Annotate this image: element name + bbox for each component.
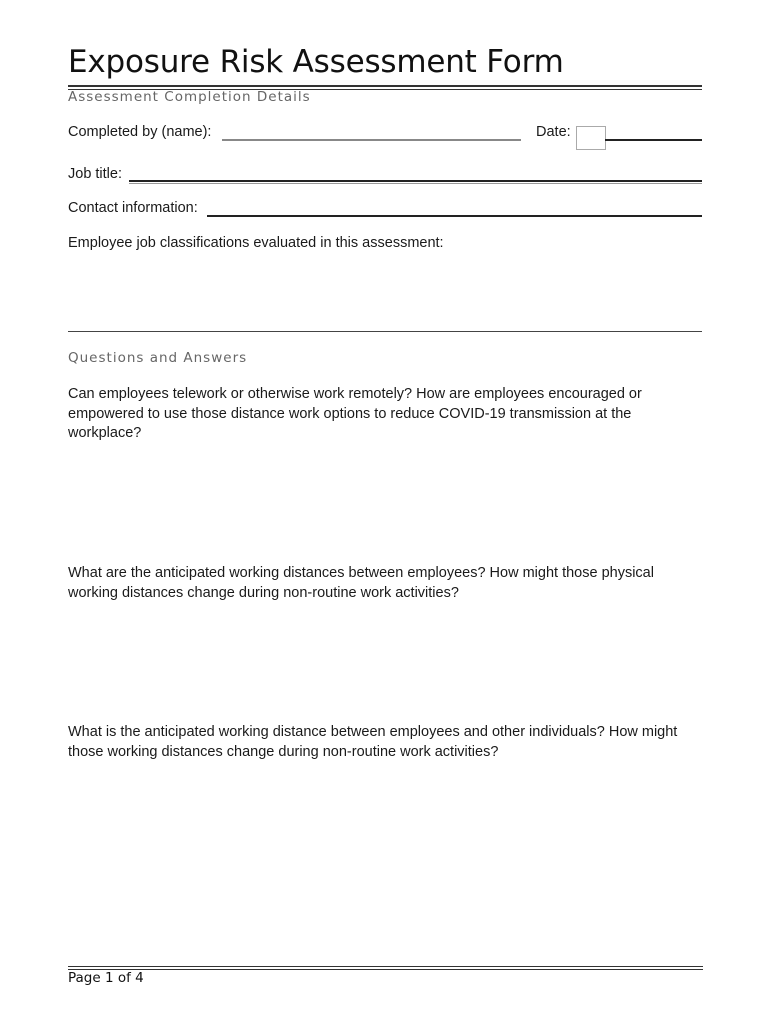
job-title-label: Job title: [68, 166, 122, 182]
date-label: Date: [536, 124, 571, 140]
date-field[interactable] [605, 139, 702, 141]
title-divider [68, 85, 702, 87]
page-number: Page 1 of 4 [68, 970, 144, 986]
question-2: What are the anticipated working distances between employees? How might those physical working distances change during non-routine work activities? [68, 565, 654, 601]
contact-info-field[interactable] [207, 215, 702, 217]
question-3: What is the anticipated working distance between employees and other individuals? How might those working distances change during non-routine work activities? [68, 724, 678, 760]
job-classifications-label: Employee job classifications evaluated in this assessment: [68, 235, 444, 251]
footer-divider [68, 966, 703, 967]
page-title: Exposure Risk Assessment Form [68, 44, 564, 80]
answer-area-3[interactable] [68, 766, 688, 956]
job-title-field-underline [129, 183, 702, 184]
answer-area-2[interactable] [68, 606, 688, 716]
footer-divider-secondary [68, 969, 703, 970]
completed-by-label: Completed by (name): [68, 124, 212, 140]
answer-area-1[interactable] [68, 448, 688, 558]
date-picker-button[interactable] [576, 126, 606, 150]
section-divider [68, 331, 702, 332]
section-heading-questions: Questions and Answers [68, 350, 248, 366]
question-1: Can employees telework or otherwise work remotely? How are employees encouraged or empowered to use those distance work options to reduce COVID-19 transmission at the workplace? [68, 386, 642, 441]
section-heading-completion-details: Assessment Completion Details [68, 89, 311, 105]
contact-info-label: Contact information: [68, 200, 198, 216]
job-classifications-answer-area[interactable] [68, 258, 688, 326]
completed-by-field[interactable] [222, 139, 521, 141]
job-title-field[interactable] [129, 180, 702, 182]
